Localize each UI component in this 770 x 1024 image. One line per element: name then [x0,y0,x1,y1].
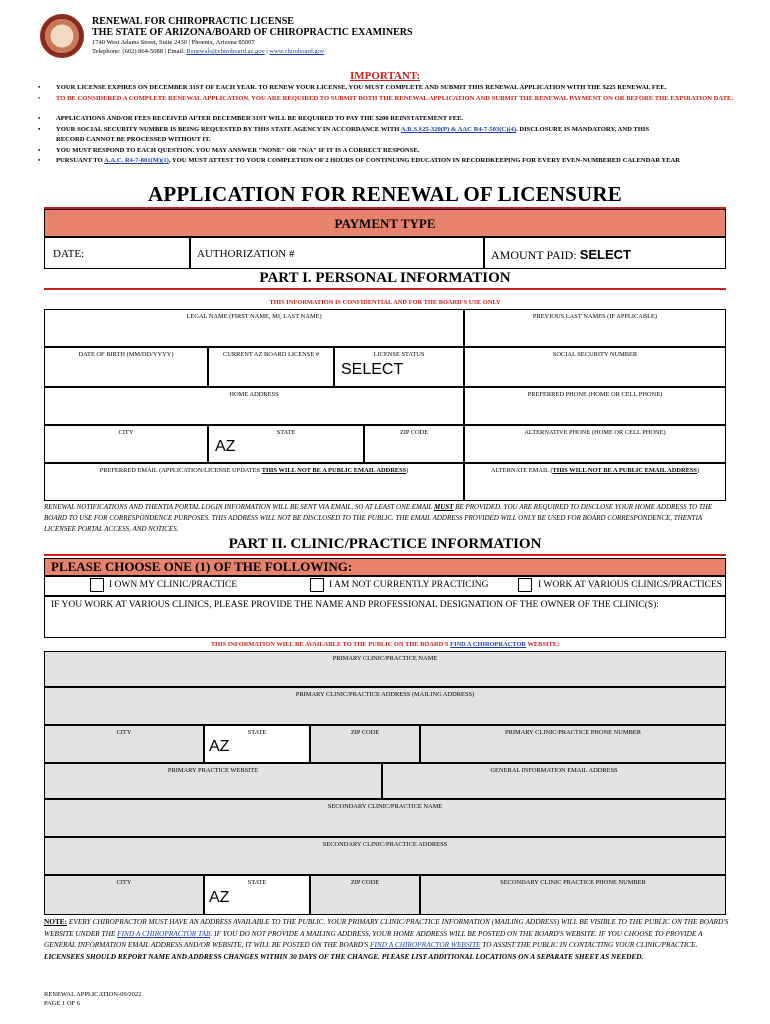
preferred-email-field[interactable] [44,463,464,501]
primary-clinic-name-field[interactable] [44,651,726,687]
secondary-state-label: STATE [247,879,267,886]
rule-link[interactable]: A.A.C. R4-7-801(M)(1) [104,157,169,164]
alt-email-emphasis: THIS WILL NOT BE A PUBLIC EMAIL ADDRESS [552,467,697,474]
application-title: APPLICATION FOR RENEWAL OF LICENSURE [148,182,622,206]
secondary-clinic-address-field[interactable] [44,837,726,875]
secondary-clinic-name-field[interactable] [44,799,726,837]
various-clinics-checkbox[interactable] [518,578,532,592]
primary-zip-field[interactable] [310,725,420,763]
part1-divider [44,288,726,290]
ssn-text-end: . DISCLOSURE IS MANDATORY, AND THIS [516,126,650,133]
city-field[interactable] [44,425,208,463]
important-bullet: • YOU MUST RESPOND TO EACH QUESTION. YOU MAY ANSWER "NONE" OR "N/A" IF IT IS A CORRECT RESPONSE. [38,146,738,156]
primary-state-label: STATE [247,729,267,736]
date-label: DATE: [53,248,85,260]
bullet-text [56,156,738,166]
primary-city-label: CITY [116,729,132,736]
bullet-text: RECORD CANNOT BE PROCESSED WITHOUT IT. [56,136,211,143]
note-text-end: TO ASSIST THE PUBLIC IN CONTACTING YOUR CLINIC/PRACTICE. [480,940,698,950]
pref-email-emphasis: THIS WILL NOT BE A PUBLIC EMAIL ADDRESS [261,467,407,474]
bullet-text [56,125,738,135]
pref-email-label: PREFERRED EMAIL (APPLICATION/LICENSE UPDATES [99,467,262,474]
secondary-city-label: CITY [116,879,132,886]
own-clinic-label: I OWN MY CLINIC/PRACTICE [109,580,238,590]
note-text-end: BE PROVIDED. YOU ARE REQUIRED TO DISCLOSE YOUR HOME ADDRESS TO THE BOARD TO USE FOR CORRESPONDENCE PURPOSES. THIS ADDRESS WILL NOT BE DISCLOSED TO THE PUBLIC. THE EMAIL ADDRESS PROVIDED WILL ONLY BE USED FOR BOARD CORRESPONDENCE, THENTIA LICENSEE PORTAL ACCESS, AND NOTICES. [44,503,713,533]
bullet-text: APPLICATIONS AND/OR FEES RECEIVED AFTER DECEMBER 31ST WILL BE REQUIRED TO PAY THE $200 REINSTATEMENT FEE. [56,115,464,122]
primary-clinic-address-field[interactable] [44,687,726,725]
important-bullet-cont [38,135,738,145]
preferred-phone-field[interactable] [464,387,726,425]
primary-name-label: PRIMARY CLINIC/PRACTICE NAME [332,655,438,662]
primary-website-label: PRIMARY PRACTICE WEBSITE [167,767,259,774]
amount-paid-select[interactable] [484,237,726,269]
primary-state-field[interactable] [204,725,310,763]
note-bold: LICENSEES SHOULD REPORT NAME AND ADDRESS CHANGES WITHIN 30 DAYS OF THE CHANGE. PLEASE LIST ADDITIONAL LOCATIONS ON A SEPARATE SHEET AS NEEDED. [44,951,644,961]
city-label: CITY [118,429,134,436]
dob-field[interactable] [44,347,208,387]
note-text-middle: . IF YOU DO NOT PROVIDE A MAILING ADDRESS, YOUR HOME ADDRESS WILL BE POSTED ON THE BOARD'S WEBSITE. IF YOU CHOOSE TO PROVIDE A GENERAL INFORMATION EMAIL ADDRESS AND/OR WEBSITE, IT WILL BE POSTED ON THE BOARD'S [44,928,703,950]
secondary-zip-label: ZIP CODE [350,879,380,886]
previous-names-label: PREVIOUS LAST NAMES (IF APPLICABLE) [532,313,658,320]
own-clinic-checkbox[interactable] [90,578,104,592]
previous-names-field[interactable] [464,309,726,347]
agency-contact [92,47,413,56]
alt-phone-field[interactable] [464,425,726,463]
part2-divider [44,554,726,556]
find-chiropractor-website-link[interactable]: FIND A CHIROPRACTOR WEBSITE [370,940,481,950]
primary-address-label: PRIMARY CLINIC/PRACTICE ADDRESS (MAILING ADDRESS) [295,691,475,698]
public-info-note [44,641,726,648]
note-text: RENEWAL NOTIFICATIONS AND THENTIA PORTAL LOGIN INFORMATION WILL BE SENT VIA EMAIL, SO AT LEAST ONE EMAIL [44,503,434,511]
part2-title: PART II. CLINIC/PRACTICE INFORMATION [228,536,542,552]
find-chiropractor-link[interactable]: FIND A CHIROPRACTOR [450,641,527,648]
confidential-note: THIS INFORMATION IS CONFIDENTIAL AND FOR THE BOARD'S USE ONLY [269,299,501,306]
various-clinics-instructions: IF YOU WORK AT VARIOUS CLINICS, PLEASE PROVIDE THE NAME AND PROFESSIONAL DESIGNATION OF THE OWNER OF THE CLINIC(S): [51,600,659,610]
secondary-address-label: SECONDARY CLINIC/PRACTICE ADDRESS [322,841,448,848]
email-link[interactable]: Renewals@chiroboard.az.gov [186,48,265,55]
not-practicing-label: I AM NOT CURRENTLY PRACTICING [329,580,489,590]
legal-name-label: LEGAL NAME (FIRST NAME, MI, LAST NAME) [186,313,322,320]
pref-email-close: ) [406,467,409,474]
primary-zip-label: ZIP CODE [350,729,380,736]
contact-separator: | [264,48,270,55]
website-link[interactable]: www.chiroboard.gov [269,48,325,55]
ce-text-end: , YOU MUST ATTEST TO YOUR COMPLETION OF 2 HOURS OF CONTINUING EDUCATION IN RECORDKEEPING FOR EVERY EVEN-NUMBERED CALENDAR YEAR [168,157,681,164]
license-status-select[interactable] [334,347,464,387]
general-email-label: GENERAL INFORMATION EMAIL ADDRESS [490,767,618,774]
primary-city-field[interactable] [44,725,204,763]
payment-type-title: PAYMENT TYPE [334,216,436,231]
bullet-text: YOU MUST RESPOND TO EACH QUESTION. YOU MAY ANSWER "NONE" OR "N/A" IF IT IS A CORRECT RESPONSE. [56,147,420,154]
general-email-field[interactable] [382,763,726,799]
various-clinics-field[interactable] [44,596,726,638]
agency-address: 1740 West Adams Street, Suite 2430 | Phoenix, Arizona 85007 [92,39,255,46]
public-address-note [44,916,730,962]
zip-label: ZIP CODE [399,429,429,436]
choose-one-text: PLEASE CHOOSE ONE (1) OF THE FOLLOWING: [51,559,353,574]
contact-prefix: Telephone: (602) 864-5088 | Email: [92,48,187,55]
various-clinics-label: I WORK AT VARIOUS CLINICS/PRACTICES [538,580,723,590]
alternate-email-field[interactable] [464,463,726,501]
find-chiropractor-tab-link[interactable]: FIND A CHIROPRACTOR TAB [117,928,211,938]
state-value[interactable]: AZ [215,438,236,455]
dob-label: DATE OF BIRTH (MM/DD/YYYY) [78,351,174,358]
alt-email-close: ) [697,467,700,474]
amount-label-text: AMOUNT PAID: [491,248,577,262]
secondary-phone-field[interactable] [420,875,726,915]
license-status-label: LICENSE STATUS [373,351,425,358]
agency-name: THE STATE OF ARIZONA/BOARD OF CHIROPRACTIC EXAMINERS [92,27,413,38]
state-label: STATE [276,429,296,436]
email-requirement-note [44,502,730,535]
ssn-field[interactable] [464,347,726,387]
secondary-city-field[interactable] [44,875,204,915]
part1-title: PART I. PERSONAL INFORMATION [259,270,511,286]
state-field[interactable] [208,425,364,463]
ssn-text: YOUR SOCIAL SECURITY NUMBER IS BEING REQUESTED BY THIS STATE AGENCY IN ACCORDANCE WITH [56,126,401,133]
amount-paid-label [491,247,631,263]
secondary-state-field[interactable] [204,875,310,915]
important-bullet: • TO BE CONSIDERED A COMPLETE RENEWAL APPLICATION, YOU ARE REQUIRED TO SUBMIT BOTH THE RENEWAL APPLICATION AND SUBMIT THE RENEWAL PAYMENT ON OR BEFORE THE EXPIRATION DATE. [38,94,738,104]
bullet-text: TO BE CONSIDERED A COMPLETE RENEWAL APPLICATION, YOU ARE REQUIRED TO SUBMIT BOTH THE RENEWAL APPLICATION AND SUBMIT THE RENEWAL PAYMENT ON OR BEFORE THE EXPIRATION DATE. [56,95,734,102]
license-number-label: CURRENT AZ BOARD LICENSE # [222,351,320,358]
authorization-label: AUTHORIZATION # [197,248,295,260]
alt-email-label: ALTERNATE EMAIL ( [490,467,553,474]
bullet-text: YOUR LICENSE EXPIRES ON DECEMBER 31ST OF EACH YEAR. TO RENEW YOUR LICENSE, YOU MUST COMPLETE AND SUBMIT THIS RENEWAL APPLICATION WITH THE $225 RENEWAL FEE. [56,84,667,91]
public-note-text: THIS INFORMATION WILL BE AVAILABLE TO THE PUBLIC ON THE BOARD'S [210,641,451,648]
note-label: NOTE: [44,917,68,926]
not-practicing-checkbox[interactable] [310,578,324,592]
authorization-field[interactable] [190,237,484,269]
zip-field[interactable] [364,425,464,463]
form-title: RENEWAL FOR CHIROPRACTIC LICENSE [92,16,294,27]
primary-phone-field[interactable] [420,725,726,763]
preferred-phone-label: PREFERRED PHONE (HOME OR CELL PHONE) [527,391,663,398]
primary-state-value[interactable]: AZ [209,738,230,755]
ssn-label: SOCIAL SECURITY NUMBER [552,351,638,358]
footer [44,990,141,1008]
important-bullet: • APPLICATIONS AND/OR FEES RECEIVED AFTER DECEMBER 31ST WILL BE REQUIRED TO PAY THE $200 REINSTATEMENT FEE. [38,114,738,124]
public-note-end: WEBSITE: [526,641,560,648]
primary-website-field[interactable] [44,763,382,799]
important-bullet: • YOUR SOCIAL SECURITY NUMBER IS BEING REQUESTED BY THIS STATE AGENCY IN ACCORDANCE WITH A.R.S.§25-320(P) & AAC R4-7-503(C)(4). DISCLOSURE IS MANDATORY, AND THIS [38,125,738,135]
letterhead [92,16,413,56]
page-number: PAGE 1 OF 6 [44,1000,81,1007]
home-address-field[interactable] [44,387,464,425]
secondary-state-value[interactable]: AZ [209,889,230,906]
choose-one-header [44,558,726,576]
home-address-label: HOME ADDRESS [229,391,279,398]
secondary-phone-label: SECONDARY CLINIC PRACTICE PHONE NUMBER [500,879,646,886]
form-id: RENEWAL APPLICATION-09/2022 [44,991,142,998]
important-heading: IMPORTANT: [349,70,421,82]
statute-link[interactable]: A.R.S.§25-320(P) & AAC R4-7-503(C)(4) [400,126,517,133]
amount-paid-value[interactable]: SELECT [579,247,631,262]
payment-type-header [44,209,726,237]
state-seal-icon [40,14,84,58]
license-status-value[interactable]: SELECT [341,361,404,378]
important-bullet: • PURSUANT TO A.A.C. R4-7-801(M)(1), YOU MUST ATTEST TO YOUR COMPLETION OF 2 HOURS OF CONTINUING EDUCATION IN RECORDKEEPING FOR EVERY EVEN-NUMBERED CALENDAR YEAR [38,156,738,166]
license-number-field[interactable] [208,347,334,387]
important-bullet: • YOUR LICENSE EXPIRES ON DECEMBER 31ST OF EACH YEAR. TO RENEW YOUR LICENSE, YOU MUST COMPLETE AND SUBMIT THIS RENEWAL APPLICATION WITH THE $225 RENEWAL FEE. [38,83,738,93]
legal-name-field[interactable] [44,309,464,347]
note-text: EVERY CHIROPRACTOR MUST HAVE AN ADDRESS AVAILABLE TO THE PUBLIC. YOUR PRIMARY CLINIC/PRACTICE INFORMATION (MAILING ADDRESS) WILL BE VISIBLE TO THE PUBLIC ON THE BOARD'S WEBSITE UNDER THE [44,917,729,938]
payment-date-field[interactable] [44,237,190,269]
note-must: MUST [434,503,454,511]
alt-phone-label: ALTERNATIVE PHONE (HOME OR CELL PHONE) [524,429,666,436]
primary-phone-label: PRIMARY CLINIC/PRACTICE PHONE NUMBER [505,729,641,736]
ce-text: PURSUANT TO [56,157,105,164]
secondary-zip-field[interactable] [310,875,420,915]
secondary-name-label: SECONDARY CLINIC/PRACTICE NAME [327,803,443,810]
